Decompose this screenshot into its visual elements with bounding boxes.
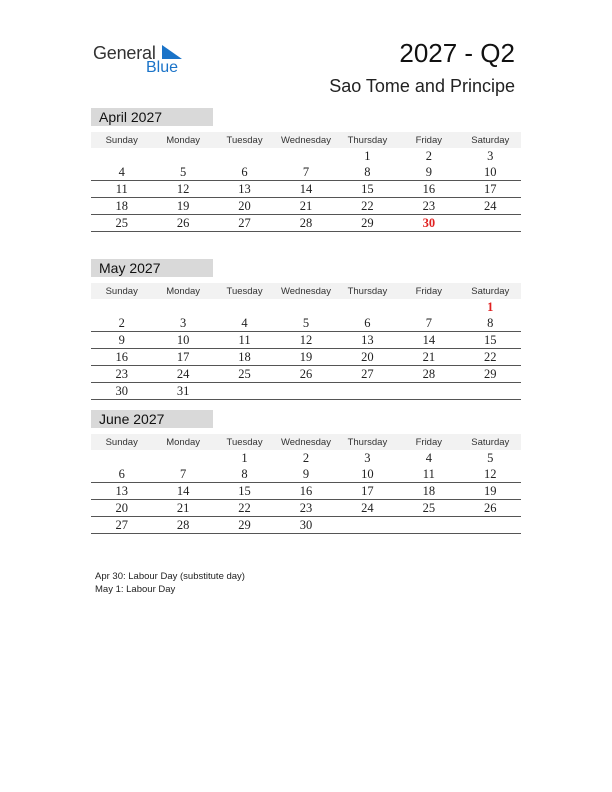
day-cell: 29 [337,215,398,232]
logo-blue-text: Blue [146,59,179,76]
day-cell: 2 [91,315,152,332]
day-cell: 1 [241,450,248,465]
day-cell [152,148,213,164]
week-row [91,181,521,198]
calendar-table [91,434,521,534]
day-cell: 4 [91,164,152,181]
day-cell: 23 [398,198,459,215]
day-cell: 23 [275,500,336,517]
calendar-table [91,283,521,400]
month-title: June 2027 [91,410,213,428]
logo-general-text: General [93,43,156,63]
week-row [91,517,521,534]
day-cell: 6 [214,164,275,181]
day-cell: 13 [337,332,398,349]
weekday-header: Monday [152,283,213,299]
day-cell [398,383,459,400]
day-cell [91,450,152,466]
weekday-header: Sunday [91,283,152,299]
day-cell: 17 [337,483,398,500]
day-cell: 26 [275,366,336,383]
day-cell: 17 [460,181,521,198]
day-cell [152,450,213,466]
day-cell [337,299,398,315]
day-cell: 10 [337,466,398,483]
day-cell [275,148,336,164]
day-cell [91,299,152,315]
day-cell [460,517,521,534]
week-row [91,366,521,383]
weekday-header: Sunday [91,434,152,450]
day-cell: 29 [214,517,275,534]
day-cell: 30 [398,215,459,232]
weekday-header: Thursday [337,283,398,299]
day-cell: 25 [214,366,275,383]
day-cell [275,299,336,315]
day-cell: 3 [152,315,213,332]
day-cell: 14 [275,181,336,198]
holiday-note: May 1: Labour Day [95,584,176,595]
day-cell: 3 [364,450,371,465]
day-cell: 24 [152,366,213,383]
weekday-header: Tuesday [214,434,275,450]
day-cell: 5 [487,450,494,465]
day-cell: 1 [487,299,494,314]
day-cell: 27 [91,517,152,534]
day-cell: 2 [425,148,432,163]
day-cell: 22 [460,349,521,366]
day-cell: 19 [460,483,521,500]
day-cell: 31 [152,383,213,400]
day-cell: 11 [398,466,459,483]
day-cell [214,148,275,164]
day-cell: 20 [214,198,275,215]
day-cell: 13 [214,181,275,198]
day-cell: 26 [460,500,521,517]
week-row [91,215,521,232]
day-cell: 16 [91,349,152,366]
weekday-header: Wednesday [275,132,336,148]
week-row [91,332,521,349]
day-cell: 14 [398,332,459,349]
weekday-header: Saturday [460,434,521,450]
day-cell: 21 [275,198,336,215]
day-cell: 23 [91,366,152,383]
day-cell [214,299,275,315]
week-row [91,500,521,517]
day-cell: 4 [425,450,432,465]
weekday-header: Wednesday [275,434,336,450]
month-title: April 2027 [91,108,213,126]
day-cell: 1 [364,148,371,163]
day-cell: 24 [337,500,398,517]
day-cell: 11 [214,332,275,349]
weekday-header: Monday [152,132,213,148]
day-cell [398,517,459,534]
week-row [91,383,521,400]
day-cell [275,383,336,400]
day-cell: 18 [214,349,275,366]
day-cell: 27 [214,215,275,232]
generalblue-logo [93,40,193,80]
weekday-header: Monday [152,434,213,450]
month-title: May 2027 [91,259,213,277]
weekday-header: Wednesday [275,283,336,299]
day-cell: 21 [398,349,459,366]
country-name: Sao Tome and Principe [329,76,515,96]
day-cell [337,517,398,534]
day-cell: 8 [214,466,275,483]
day-cell: 20 [91,500,152,517]
week-row [91,466,521,483]
day-cell: 15 [337,181,398,198]
day-cell: 5 [152,164,213,181]
day-cell: 20 [337,349,398,366]
page-title: 2027 - Q2 [399,38,515,68]
day-cell: 29 [460,366,521,383]
day-cell: 30 [275,517,336,534]
day-cell: 25 [91,215,152,232]
day-cell: 4 [214,315,275,332]
weekday-header: Friday [398,132,459,148]
week-row [91,299,521,315]
day-cell: 11 [91,181,152,198]
week-row [91,450,521,466]
day-cell: 3 [487,148,494,163]
holiday-note: Apr 30: Labour Day (substitute day) [95,571,245,582]
day-cell: 16 [398,181,459,198]
day-cell: 30 [91,383,152,400]
month-april [91,108,521,232]
day-cell [152,299,213,315]
month-june [91,410,521,534]
day-cell: 10 [460,164,521,181]
day-cell [460,215,521,232]
day-cell [91,148,152,164]
day-cell: 25 [398,500,459,517]
day-cell: 16 [275,483,336,500]
weekday-header: Thursday [337,434,398,450]
holiday-notes [95,570,245,596]
day-cell: 14 [152,483,213,500]
day-cell: 12 [275,332,336,349]
day-cell: 28 [398,366,459,383]
day-cell: 12 [460,466,521,483]
week-row [91,483,521,500]
week-row [91,164,521,181]
weekday-header: Tuesday [214,132,275,148]
calendar-table [91,132,521,232]
month-may [91,259,521,400]
day-cell: 24 [460,198,521,215]
day-cell: 22 [337,198,398,215]
day-cell: 7 [275,164,336,181]
week-row [91,198,521,215]
weekday-header: Friday [398,434,459,450]
day-cell: 18 [398,483,459,500]
day-cell: 21 [152,500,213,517]
weekday-header: Saturday [460,283,521,299]
day-cell: 8 [460,315,521,332]
day-cell: 15 [214,483,275,500]
week-row [91,315,521,332]
day-cell: 9 [91,332,152,349]
day-cell: 6 [337,315,398,332]
day-cell: 9 [398,164,459,181]
day-cell: 13 [91,483,152,500]
day-cell: 28 [275,215,336,232]
week-row [91,349,521,366]
day-cell: 9 [275,466,336,483]
day-cell: 18 [91,198,152,215]
day-cell: 15 [460,332,521,349]
day-cell: 8 [337,164,398,181]
day-cell: 5 [275,315,336,332]
day-cell: 28 [152,517,213,534]
weekday-header: Tuesday [214,283,275,299]
day-cell: 7 [152,466,213,483]
weekday-header: Thursday [337,132,398,148]
day-cell: 10 [152,332,213,349]
day-cell: 7 [398,315,459,332]
day-cell: 12 [152,181,213,198]
day-cell: 2 [302,450,310,465]
day-cell [337,383,398,400]
day-cell: 17 [152,349,213,366]
day-cell: 22 [214,500,275,517]
week-row [91,148,521,164]
weekday-header: Sunday [91,132,152,148]
day-cell: 26 [152,215,213,232]
weekday-header: Saturday [460,132,521,148]
day-cell: 19 [152,198,213,215]
day-cell [214,383,275,400]
weekday-header: Friday [398,283,459,299]
day-cell [460,383,521,400]
day-cell: 6 [91,466,152,483]
day-cell: 27 [337,366,398,383]
day-cell: 19 [275,349,336,366]
day-cell [398,299,459,315]
